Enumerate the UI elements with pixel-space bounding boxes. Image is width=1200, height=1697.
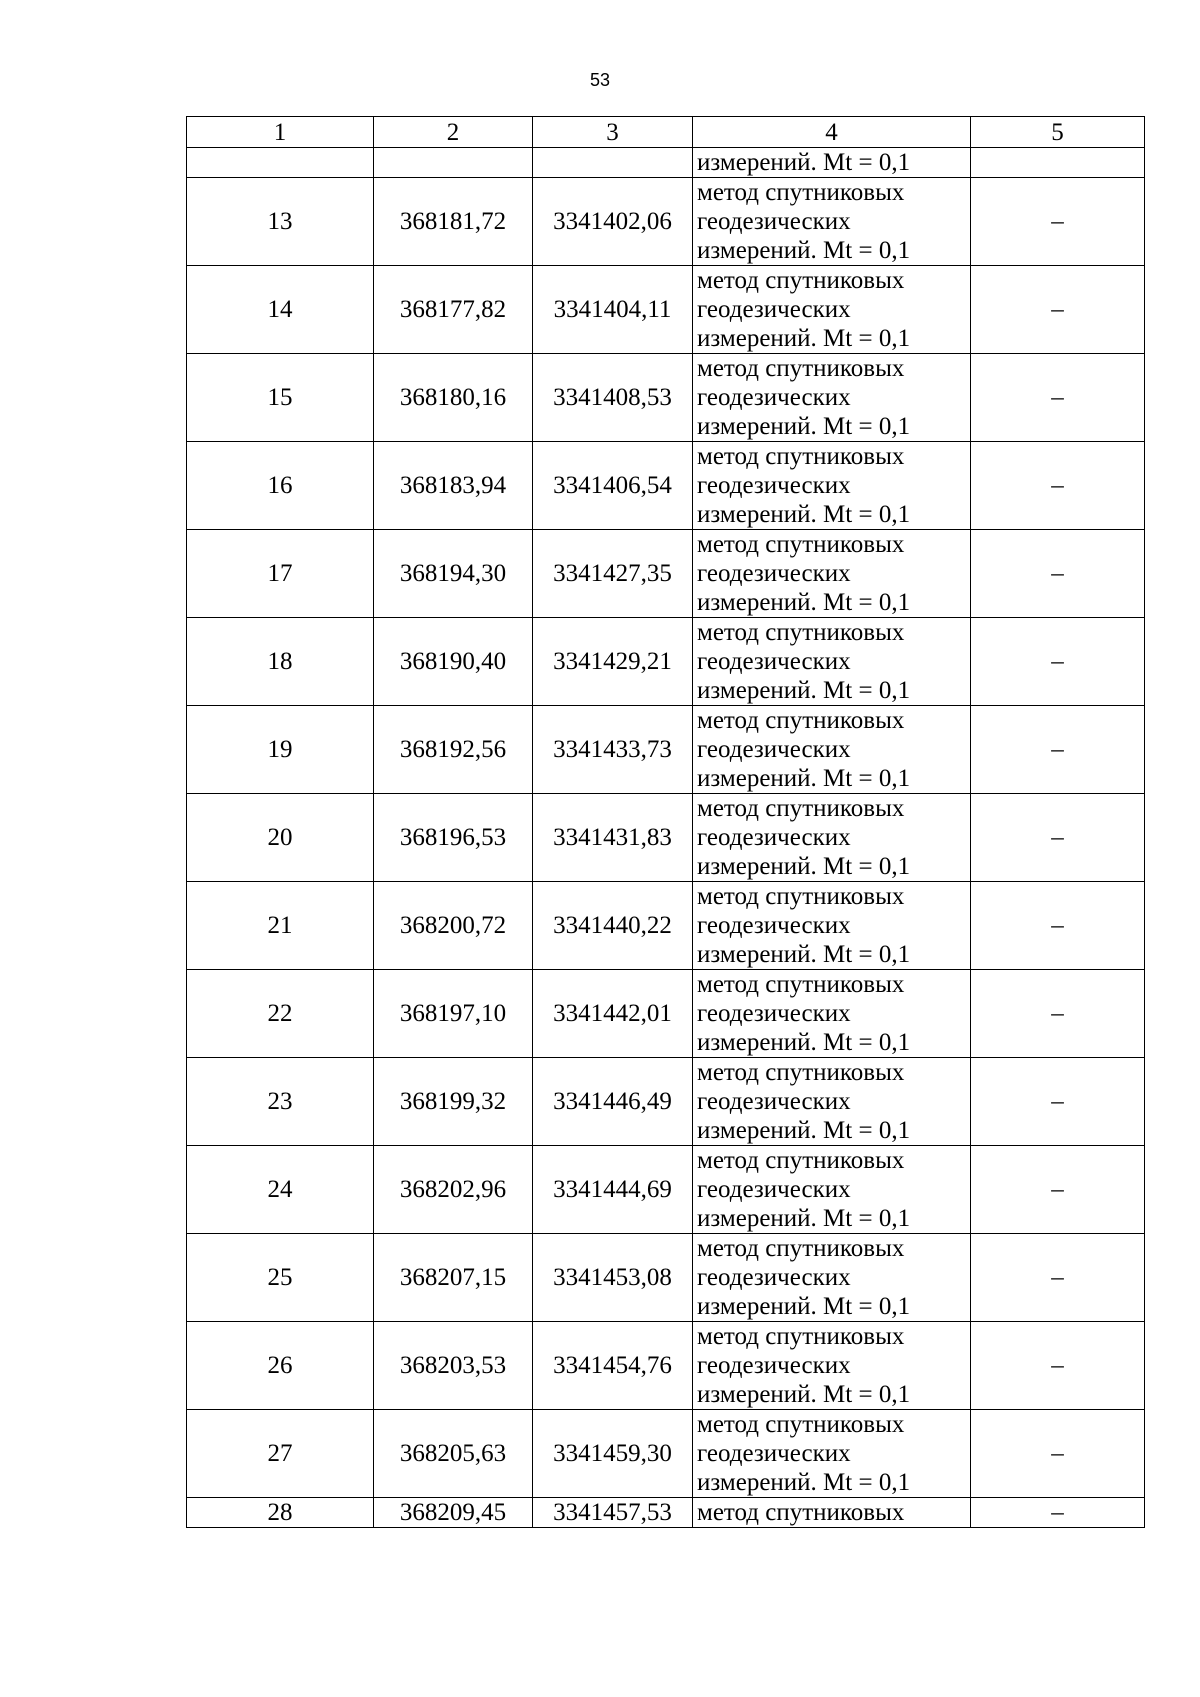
method-line-3: измерений. Mt = 0,1 bbox=[697, 1205, 911, 1232]
method-line-2: геодезических bbox=[697, 648, 851, 675]
method-line-3: измерений. Mt = 0,1 bbox=[697, 1029, 911, 1056]
cell-y bbox=[533, 148, 693, 178]
cell-number: 16 bbox=[187, 442, 374, 530]
cell-note: – bbox=[971, 178, 1145, 266]
cell-note: – bbox=[971, 970, 1145, 1058]
method-line-3: измерений. Mt = 0,1 bbox=[697, 677, 911, 704]
method-line-1: метод спутниковых bbox=[697, 1147, 905, 1174]
method-line-2: геодезических bbox=[697, 1088, 851, 1115]
cell-method bbox=[693, 1058, 971, 1146]
method-line-3: измерений. Mt = 0,1 bbox=[697, 1381, 911, 1408]
cell-y: 3341408,53 bbox=[533, 354, 693, 442]
cell-y: 3341429,21 bbox=[533, 618, 693, 706]
table-row bbox=[187, 706, 1145, 794]
cell-y: 3341433,73 bbox=[533, 706, 693, 794]
cell-x: 368181,72 bbox=[374, 178, 533, 266]
cell-x: 368197,10 bbox=[374, 970, 533, 1058]
method-line-2: геодезических bbox=[697, 824, 851, 851]
cell-note: – bbox=[971, 882, 1145, 970]
cell-method bbox=[693, 882, 971, 970]
method-line-1: метод спутниковых bbox=[697, 267, 905, 294]
method-line-3: измерений. Mt = 0,1 bbox=[697, 941, 911, 968]
method-line-1: метод спутниковых bbox=[697, 355, 905, 382]
cell-method bbox=[693, 1322, 971, 1410]
method-line-2: геодезических bbox=[697, 384, 851, 411]
cell-x: 368199,32 bbox=[374, 1058, 533, 1146]
cell-x: 368200,72 bbox=[374, 882, 533, 970]
cell-number: 15 bbox=[187, 354, 374, 442]
table-row bbox=[187, 442, 1145, 530]
table-body bbox=[187, 117, 1145, 1528]
header-col-1: 1 bbox=[187, 117, 374, 148]
method-line-3: измерений. Mt = 0,1 bbox=[697, 501, 911, 528]
method-line-1: метод спутниковых bbox=[697, 443, 905, 470]
method-line-1: метод спутниковых bbox=[697, 971, 905, 998]
cell-y: 3341440,22 bbox=[533, 882, 693, 970]
coordinates-table bbox=[186, 116, 1145, 1528]
method-line-1: метод спутниковых bbox=[697, 1059, 905, 1086]
cell-method bbox=[693, 970, 971, 1058]
method-line-2: геодезических bbox=[697, 1264, 851, 1291]
method-line-1: метод спутниковых bbox=[697, 1411, 905, 1438]
table-row bbox=[187, 530, 1145, 618]
header-col-4: 4 bbox=[693, 117, 971, 148]
cell-method: метод спутниковых bbox=[693, 1498, 971, 1528]
table-row bbox=[187, 794, 1145, 882]
method-line-1: метод спутниковых bbox=[697, 1235, 905, 1262]
cell-note: – bbox=[971, 1058, 1145, 1146]
header-row bbox=[187, 117, 1145, 148]
method-line-3: измерений. Mt = 0,1 bbox=[697, 765, 911, 792]
method-line-2: геодезических bbox=[697, 560, 851, 587]
cell-y: 3341431,83 bbox=[533, 794, 693, 882]
method-line-3: измерений. Mt = 0,1 bbox=[697, 1469, 911, 1496]
cell-number: 14 bbox=[187, 266, 374, 354]
cell-x: 368183,94 bbox=[374, 442, 533, 530]
cell-y: 3341402,06 bbox=[533, 178, 693, 266]
method-line-3: измерений. Mt = 0,1 bbox=[697, 589, 911, 616]
method-line-3: измерений. Mt = 0,1 bbox=[697, 1293, 911, 1320]
method-line-1: метод спутниковых bbox=[697, 1323, 905, 1350]
cell-method bbox=[693, 618, 971, 706]
cell-method bbox=[693, 1234, 971, 1322]
cell-y: 3341406,54 bbox=[533, 442, 693, 530]
cell-method bbox=[693, 794, 971, 882]
table-row bbox=[187, 1146, 1145, 1234]
header-col-5: 5 bbox=[971, 117, 1145, 148]
cell-number: 20 bbox=[187, 794, 374, 882]
cell-number: 23 bbox=[187, 1058, 374, 1146]
table-row bbox=[187, 354, 1145, 442]
cell-number: 27 bbox=[187, 1410, 374, 1498]
cell-x bbox=[374, 148, 533, 178]
cell-number bbox=[187, 148, 374, 178]
cell-y: 3341444,69 bbox=[533, 1146, 693, 1234]
cell-method bbox=[693, 706, 971, 794]
cell-note: – bbox=[971, 354, 1145, 442]
cell-y: 3341454,76 bbox=[533, 1322, 693, 1410]
table-row bbox=[187, 1234, 1145, 1322]
method-line-1: метод спутниковых bbox=[697, 883, 905, 910]
cell-x: 368205,63 bbox=[374, 1410, 533, 1498]
table-row bbox=[187, 618, 1145, 706]
cell-y: 3341404,11 bbox=[533, 266, 693, 354]
table-row bbox=[187, 1410, 1145, 1498]
cell-x: 368209,45 bbox=[374, 1498, 533, 1528]
cell-note: – bbox=[971, 706, 1145, 794]
cell-x: 368196,53 bbox=[374, 794, 533, 882]
cell-number: 21 bbox=[187, 882, 374, 970]
header-col-3: 3 bbox=[533, 117, 693, 148]
method-line-2: геодезических bbox=[697, 912, 851, 939]
method-line-1: метод спутниковых bbox=[697, 707, 905, 734]
page-number: 53 bbox=[589, 70, 611, 90]
table-row bbox=[187, 1322, 1145, 1410]
cell-note: – bbox=[971, 618, 1145, 706]
cell-method bbox=[693, 1146, 971, 1234]
cell-number: 17 bbox=[187, 530, 374, 618]
method-line-2: геодезических bbox=[697, 472, 851, 499]
cell-y: 3341446,49 bbox=[533, 1058, 693, 1146]
cell-note: – bbox=[971, 1146, 1145, 1234]
cell-number: 24 bbox=[187, 1146, 374, 1234]
cell-method bbox=[693, 354, 971, 442]
method-line-2: геодезических bbox=[697, 1440, 851, 1467]
cell-number: 22 bbox=[187, 970, 374, 1058]
cell-note: – bbox=[971, 1410, 1145, 1498]
table-row-partial bbox=[187, 1498, 1145, 1528]
method-line-2: геодезических bbox=[697, 736, 851, 763]
cell-note: – bbox=[971, 1234, 1145, 1322]
method-line-3: измерений. Mt = 0,1 bbox=[697, 325, 911, 352]
cell-number: 25 bbox=[187, 1234, 374, 1322]
header-col-2: 2 bbox=[374, 117, 533, 148]
cell-x: 368190,40 bbox=[374, 618, 533, 706]
method-line-1: метод спутниковых bbox=[697, 179, 905, 206]
cell-y: 3341427,35 bbox=[533, 530, 693, 618]
table-row bbox=[187, 970, 1145, 1058]
cell-x: 368194,30 bbox=[374, 530, 533, 618]
cell-method bbox=[693, 530, 971, 618]
cell-note bbox=[971, 148, 1145, 178]
cell-y: 3341442,01 bbox=[533, 970, 693, 1058]
table-row bbox=[187, 178, 1145, 266]
method-line-3: измерений. Mt = 0,1 bbox=[697, 1117, 911, 1144]
method-line-1: метод спутниковых bbox=[697, 531, 905, 558]
method-line-3: измерений. Mt = 0,1 bbox=[697, 413, 911, 440]
cell-method bbox=[693, 1410, 971, 1498]
cell-y: 3341459,30 bbox=[533, 1410, 693, 1498]
cell-x: 368177,82 bbox=[374, 266, 533, 354]
method-line-2: геодезических bbox=[697, 296, 851, 323]
cell-y: 3341453,08 bbox=[533, 1234, 693, 1322]
cell-x: 368192,56 bbox=[374, 706, 533, 794]
cell-number: 19 bbox=[187, 706, 374, 794]
continuation-row bbox=[187, 148, 1145, 178]
cell-x: 368207,15 bbox=[374, 1234, 533, 1322]
cell-method bbox=[693, 442, 971, 530]
cell-number: 13 bbox=[187, 178, 374, 266]
cell-note: – bbox=[971, 1322, 1145, 1410]
method-line-2: геодезических bbox=[697, 1176, 851, 1203]
method-line-2: геодезических bbox=[697, 1000, 851, 1027]
method-line-1: метод спутниковых bbox=[697, 619, 905, 646]
cell-method bbox=[693, 178, 971, 266]
cell-note: – bbox=[971, 266, 1145, 354]
cell-note: – bbox=[971, 1498, 1145, 1528]
cell-number: 26 bbox=[187, 1322, 374, 1410]
table-row bbox=[187, 882, 1145, 970]
cell-y: 3341457,53 bbox=[533, 1498, 693, 1528]
cell-method: измерений. Mt = 0,1 bbox=[693, 148, 971, 178]
cell-number: 18 bbox=[187, 618, 374, 706]
table-row bbox=[187, 1058, 1145, 1146]
cell-x: 368180,16 bbox=[374, 354, 533, 442]
cell-x: 368203,53 bbox=[374, 1322, 533, 1410]
cell-note: – bbox=[971, 442, 1145, 530]
cell-note: – bbox=[971, 794, 1145, 882]
cell-x: 368202,96 bbox=[374, 1146, 533, 1234]
method-line-1: метод спутниковых bbox=[697, 795, 905, 822]
method-line-2: геодезических bbox=[697, 1352, 851, 1379]
cell-number: 28 bbox=[187, 1498, 374, 1528]
method-line-3: измерений. Mt = 0,1 bbox=[697, 853, 911, 880]
cell-method bbox=[693, 266, 971, 354]
method-line-2: геодезических bbox=[697, 208, 851, 235]
table-row bbox=[187, 266, 1145, 354]
method-line-3: измерений. Mt = 0,1 bbox=[697, 237, 911, 264]
cell-note: – bbox=[971, 530, 1145, 618]
